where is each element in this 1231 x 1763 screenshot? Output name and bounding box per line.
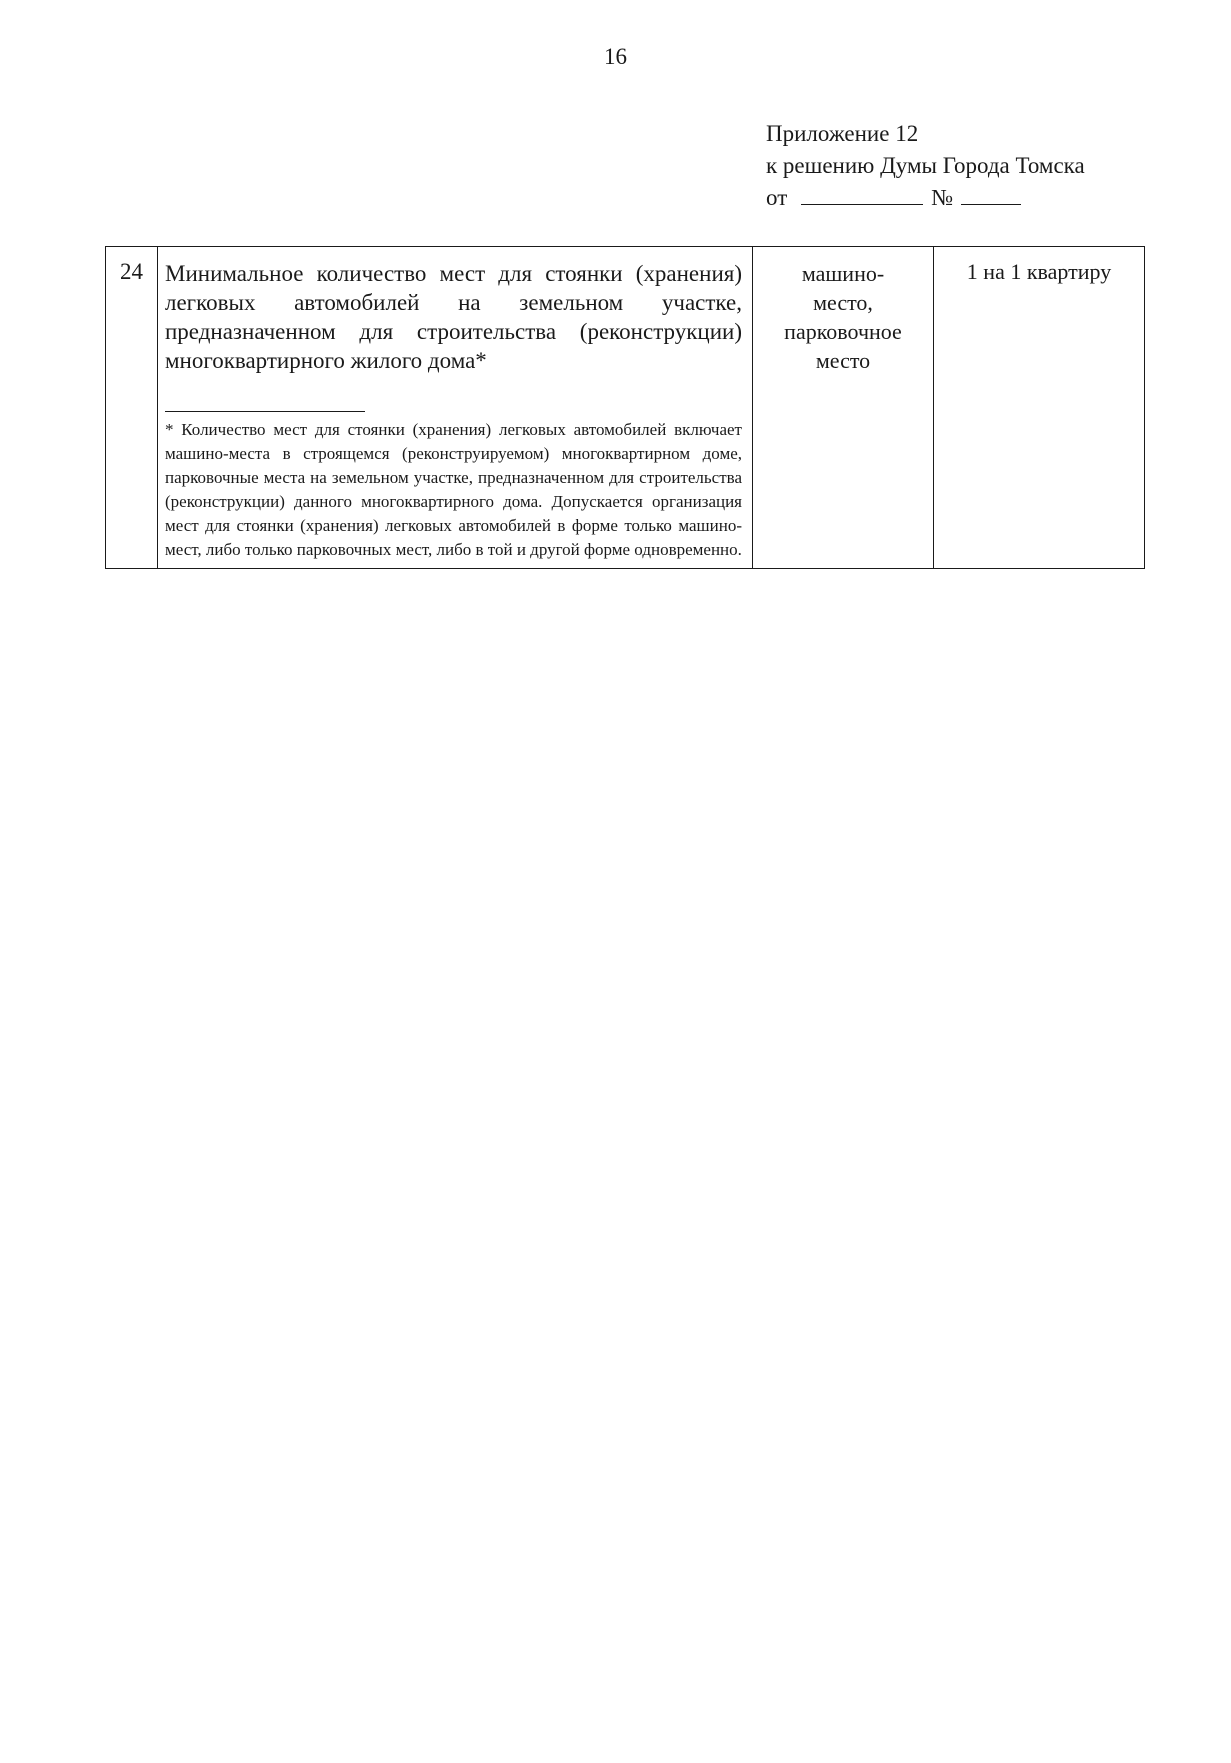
appendix-title: Приложение 12 (766, 121, 919, 146)
number-label: № (931, 185, 954, 210)
page-number: 16 (604, 44, 627, 69)
appendix-header (766, 118, 1085, 214)
row-value: 1 на 1 квартиру (934, 247, 1145, 569)
table-row (106, 247, 1145, 569)
from-label: от (766, 185, 788, 210)
footnote-divider (165, 411, 365, 412)
row-description-cell (158, 247, 753, 569)
row-unit-line: место, (813, 290, 873, 315)
number-blank (961, 184, 1021, 205)
appendix-subtitle: к решению Думы Города Томска (766, 153, 1085, 178)
norms-table (105, 246, 1145, 569)
row-description: Минимальное количество мест для стоянки (хранения) легковых автомобилей на земельном участке, предназначенном для строительства (реконструкции) многоквартирного жилого дома* (165, 261, 742, 373)
date-blank (801, 184, 923, 205)
row-unit-line: парковочное (784, 319, 902, 344)
row-number: 24 (106, 247, 158, 569)
row-unit-line: место (815, 348, 871, 373)
appendix-date-line (766, 182, 1085, 214)
row-unit-line: машино- (801, 261, 885, 286)
row-unit-cell (753, 247, 934, 569)
row-footnote: * Количество мест для стоянки (хранения) легковых автомобилей включает машино-места в строящемся (реконструируемом) многоквартирном доме, парковочные места на земельном участке, предназначенном для строительства (реконструкции) данного многоквартирного дома. Допускается организация мест для стоянки (хранения) легковых автомобилей в форме только машино-мест, либо только парковочных мест, либо в той и другой форме одновременно. (165, 420, 742, 559)
